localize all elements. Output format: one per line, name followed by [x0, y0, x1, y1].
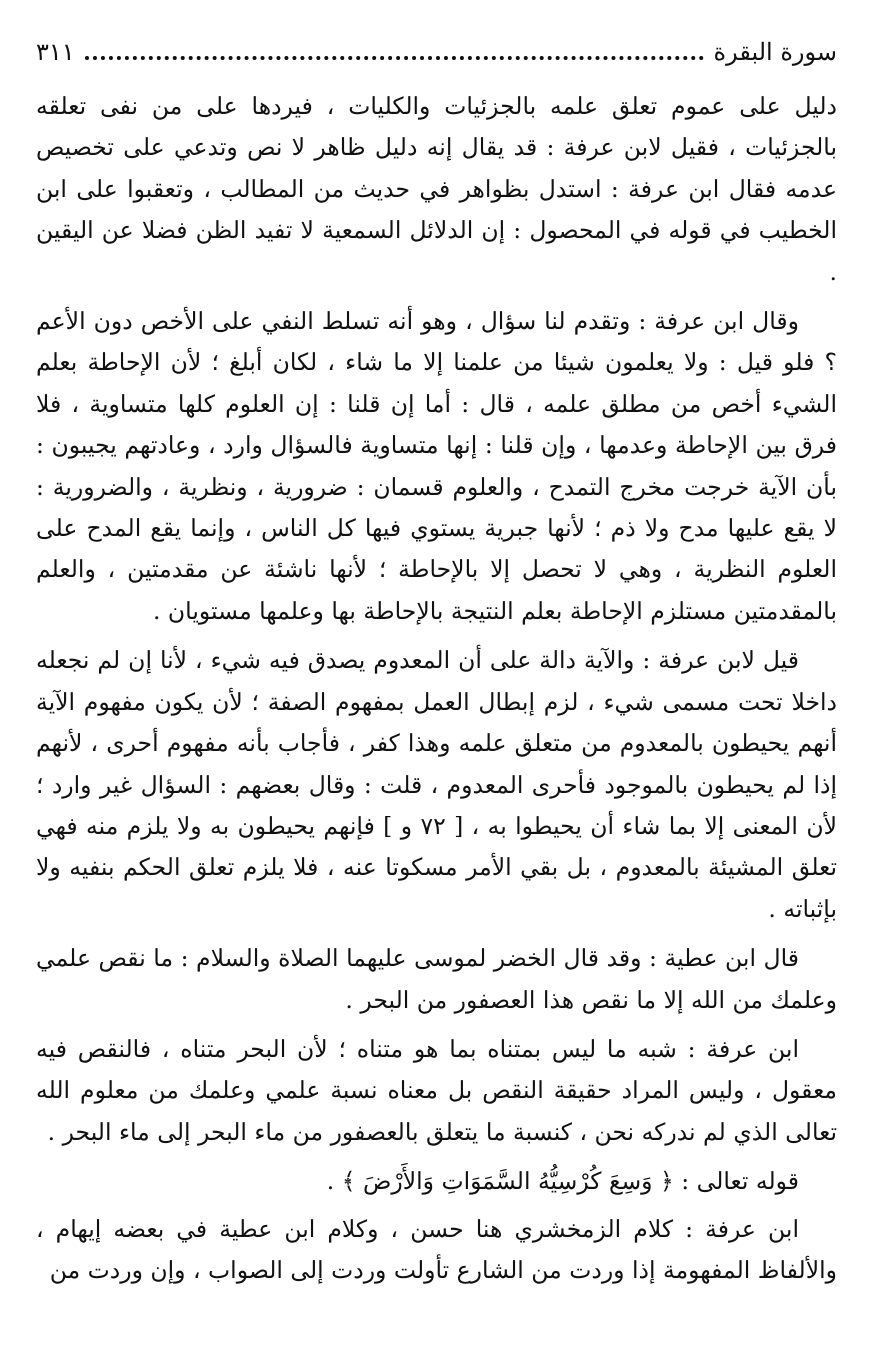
paragraph-7: ابن عرفة : كلام الزمخشري هنا حسن ، وكلام ابن عطية في بعضه إيهام ، والألفاظ المفهومة إذا وردت من الشارع تأولت وردت إلى الصواب ، وإن وردت من	[36, 1214, 837, 1284]
page-number: ٣١١	[36, 38, 75, 66]
paragraph-4: قال ابن عطية : وقد قال الخضر لموسى عليهما الصلاة والسلام : ما نقص علمي وعلمك من الله إلا ما نقص هذا العصفور من البحر .	[36, 944, 837, 1014]
paragraph-3: قيل لابن عرفة : والآية دالة على أن المعدوم يصدق فيه شيء ، لأنا إن لم نجعله داخلا تحت مسمى شيء ، لزم إبطال العمل بمفهوم الصفة ؛ لأن يكون مفهوم الآية أنهم يحيطون بالمعدوم من متعلق علمه وهذا كفر ، فأجاب بأنه مفهوم أحرى ، لأنهم إذا لم يحيطون بالموجود فأحرى المعدوم ، قلت : وقال بعضهم : السؤال غير وارد ؛ لأن المعنى إلا بما شاء أن يحيطوا به ، [ ٧٢ و ] فإنهم يحيطون به ولا يلزم منه فهي تعلق المشيئة بالمعدوم ، بل بقي الأمر مسكوتا عنه ، فلا يلزم تعلق الحكم بنفيه ولا بإثباته .	[36, 646, 837, 923]
paragraph-5: ابن عرفة : شبه ما ليس بمتناه بما هو متناه ؛ لأن البحر متناه ، فالنقص فيه معقول ، وليس المراد حقيقة النقص بل معناه نسبة علمي وعلمك من معلوم الله تعالى الذي لم ندركه نحن ، كنسبة ما يتعلق بالعصفور من ماء البحر إلى ماء البحر .	[36, 1034, 837, 1146]
surah-title: سورة البقرة	[713, 38, 837, 66]
header-dotted-leader	[85, 56, 704, 60]
paragraph-quran-verse: قوله تعالى : ﴿ وَسِعَ كُرْسِيُّهُ السَّمَوَاتِ وَالأَرْضَ ﴾ .	[326, 1167, 799, 1196]
page-header	[36, 32, 837, 72]
paragraph-1: دليل على عموم تعلق علمه بالجزئيات والكليات ، فيردها على من نفى تعلقه بالجزئيات ، فقيل لابن عرفة : قد يقال إنه دليل ظاهر لا نص وتدعي على تخصيص عدمه فقال ابن عرفة : استدل بظواهر في حديث من المطالب ، وتعقبوا على ابن الخطيب في قوله في المحصول : إن الدلائل السمعية لا تفيد الظن فضلا عن اليقين .	[36, 92, 837, 286]
page-body	[36, 86, 837, 1347]
paragraph-2: وقال ابن عرفة : وتقدم لنا سؤال ، وهو أنه تسلط النفي على الأخص دون الأعم ؟ فلو قيل : ولا يعلمون شيئا من علمنا إلا ما شاء ، لكان أبلغ ؛ لأن الإحاطة بعلم الشيء أخص من مطلق علمه ، قال : أما إن قلنا : إن العلوم كلها متساوية ، فلا فرق بين الإحاطة وعدمها ، وإن قلنا : إنها متساوية فالسؤال وارد ، وعادتهم يجيبون : بأن الآية خرجت مخرج التمدح ، والعلوم قسمان : ضرورية ، ونظرية ، والضرورية : لا يقع عليها مدح ولا ذم ؛ لأنها جبرية يستوي فيها كل الناس ، وإنما يقع المدح على العلوم النظرية ، وهي لا تحصل إلا بالإحاطة ؛ لأنها ناشئة عن مقدمتين ، والعلم بالمقدمتين مستلزم الإحاطة بعلم النتيجة بالإحاطة بها وعلمها مستويان .	[36, 307, 837, 625]
